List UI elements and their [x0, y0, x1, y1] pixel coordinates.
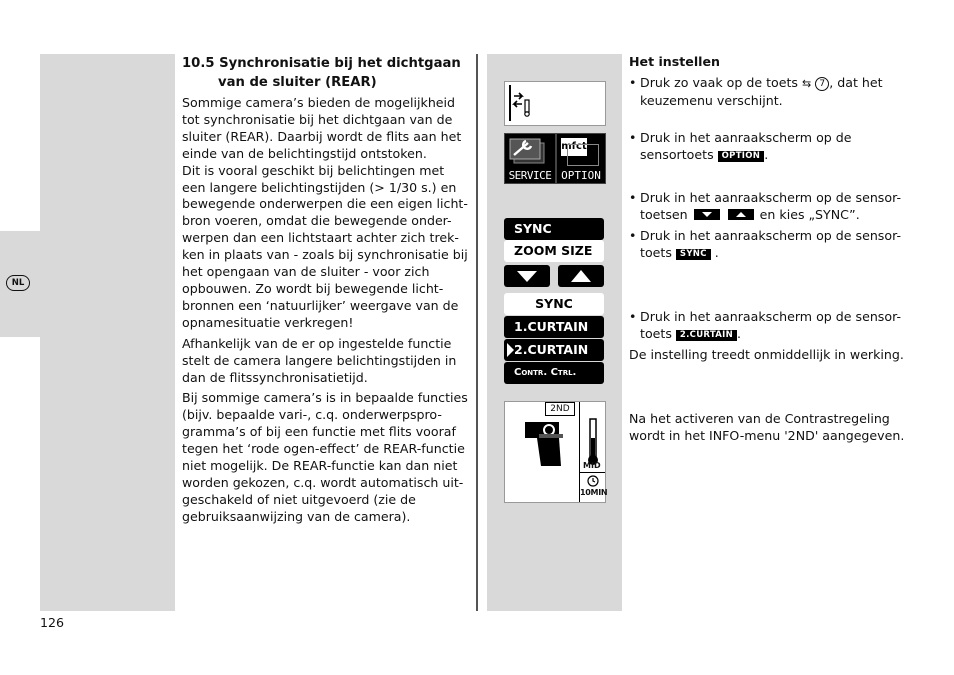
page-number: 126: [40, 615, 65, 630]
swap-arrows-icon: ⇆: [802, 77, 812, 90]
section-text: [182, 54, 470, 530]
info-mid-label: MID: [583, 461, 601, 470]
option-key-chip: OPTION: [718, 151, 765, 162]
contrast-note: Na het activeren van de Contrastregeling wordt in het INFO-menu '2ND' aangegeven.: [629, 411, 905, 443]
step-2: • Druk in het aanraakscherm op de sensortoets OPTION .: [629, 130, 852, 162]
option-icon-frame: [567, 144, 599, 166]
section-title: 10.5 Synchronisatie bij het dichtgaan van de sluiter (REAR): [182, 56, 461, 90]
thermometer-icon: [586, 418, 600, 466]
triangle-down-icon: [504, 265, 550, 287]
flash-menu-key-icon: [507, 83, 535, 123]
column-divider: [476, 54, 478, 611]
clock-icon: [587, 475, 599, 487]
step-4: • Druk in het aanraakscherm op de sensor-toets SYNC .: [629, 228, 901, 260]
result-text: De instelling treedt onmiddellijk in werking.: [629, 347, 904, 362]
step-3: • Druk in het aanraakscherm op de sensor-toetsen en kies „SYNC”.: [629, 190, 901, 222]
info-2nd-badge: 2ND: [545, 402, 575, 416]
language-badge: NL: [6, 275, 30, 291]
option-label: OPTION: [561, 169, 601, 182]
paragraph-intro: Sommige camera’s bieden de mogelijkheid tot synchronisatie bij het dichtgaan van de sluiter (REAR). Daarbij wordt de flits aan het einde van de belichtingstijd ontstoken.: [182, 95, 462, 161]
info-screen: [504, 401, 606, 503]
instructions-heading: Het instellen: [629, 54, 720, 69]
curtain1-button[interactable]: 1.CURTAIN: [504, 316, 604, 338]
sync-menu-item[interactable]: SYNC: [504, 218, 604, 240]
arrow-down-button[interactable]: [504, 265, 550, 287]
curtain2-button[interactable]: 2.CURTAIN: [504, 339, 604, 361]
paragraph-camera: Afhankelijk van de er op ingestelde functie stelt de camera langere belichtingstijden in dan de flitssynchronisatietijd.: [182, 335, 457, 385]
zoom-size-menu-item[interactable]: ZOOM SIZE: [504, 240, 604, 262]
paragraph-limits: Bij sommige camera’s is in bepaalde functies (bijv. bepaalde vari-, c.q. onderwerpspro-gramma’s of bij een functie met flits vooraf tegen het ‘rode ogen-effect’ de REAR-functie niet mogelijk. De REAR-functie kan dan niet worden gekozen, c.q. wordt automatisch uit-geschakeld of niet uitgevoerd (zie de gebruiksaanwijzing van de camera).: [182, 390, 468, 524]
curtain2-key-chip: 2.CURTAIN: [676, 330, 737, 341]
contrast-control-button[interactable]: Contr. Ctrl.: [504, 362, 604, 384]
info-right-strip: [579, 402, 580, 502]
option-button[interactable]: [556, 133, 606, 184]
sync-title: SYNC: [504, 293, 604, 315]
info-time-label: 10MIN: [580, 488, 608, 497]
key-number-icon: 7: [815, 77, 829, 91]
step-5: • Druk in het aanraakscherm op de sensor-toets 2.CURTAIN .: [629, 309, 901, 341]
wrench-icon: [506, 135, 554, 167]
left-margin-panel: [40, 54, 175, 611]
paragraph-usage: Dit is vooral geschikt bij belichtingen met een langere belichtingstijden (> 1/30 s.) en bewegende onderwerpen die een eigen licht-bron voeren, omdat die bewegende onder-werpen dan een lichtstaart achter zich trek-ken in plaats van - zoals bij synchronisatie bij het opengaan van de sluiter - voor zich opbouwen. Zo wordt bij bewegende licht-bronnen een ‘natuurlijker’ weergave van de opnamesituatie verkregen!: [182, 162, 468, 330]
service-label: SERVICE: [508, 169, 552, 182]
triangle-up-icon: [558, 265, 604, 287]
screen-menu-key: [504, 81, 606, 126]
arrow-up-chip-icon: [728, 209, 754, 220]
arrow-down-chip-icon: [694, 209, 720, 220]
step-1: • Druk zo vaak op de toets ⇆ 7 , dat het keuzemenu verschijnt.: [629, 75, 883, 108]
info-divider: [579, 472, 605, 473]
service-button[interactable]: [504, 133, 556, 184]
sync-key-chip: SYNC: [676, 249, 711, 260]
mfct-label: mfct: [561, 138, 587, 156]
arrow-up-button[interactable]: [558, 265, 604, 287]
